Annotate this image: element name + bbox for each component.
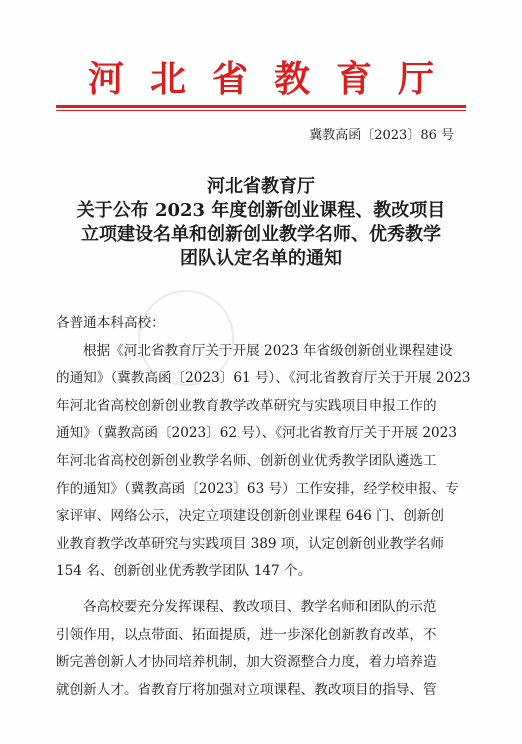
document-title (40, 175, 482, 271)
text-line: 作的通知》（冀教高函〔2023〕63 号）工作安排，经学校申报、专 (56, 480, 459, 497)
text-line: 引领作用，以点带面、拓面提质，进一步深化创新教育改革，不 (56, 626, 437, 643)
text-line: 就创新人才。省教育厅将加强对立项课程、教改项目的指导、管 (56, 681, 437, 698)
text-line: 年河北省高校创新创业教学名师、创新创业优秀教学团队遴选工 (56, 452, 437, 469)
text-line: 的通知》（冀教高函〔2023〕61 号）、《河北省教育厅关于开展 2023 (56, 370, 471, 387)
header-divider-thick (56, 105, 466, 108)
title-line: 河北省教育厅 (207, 176, 315, 197)
text-line: 家评审、网络公示，决定立项建设创新创业课程 646 门、创新创 (56, 508, 445, 525)
text-line: 断完善创新人才协同培养机制，加大资源整合力度，着力培养造 (56, 654, 437, 671)
text-line: 各高校要充分发挥课程、教改项目、教学名师和团队的示范 (83, 598, 437, 615)
text-line: 154 名、创新创业优秀教学团队 147 个。 (56, 563, 312, 580)
issuer-header: 河北省教育厅 (87, 58, 460, 100)
text-line: 年河北省高校创新创业教育教学改革研究与实践项目申报工作的 (56, 397, 437, 414)
title-line: 立项建设名单和创新创业教学名师、优秀教学 (81, 224, 441, 245)
text-line: 根据《河北省教育厅关于开展 2023 年省级创新创业课程建设 (83, 342, 453, 359)
text-line: 通知》（冀教高函〔2023〕62 号）、《河北省教育厅关于开展 2023 (56, 425, 457, 442)
document-number: 冀教高函〔2023〕86 号 (309, 128, 454, 143)
title-line: 关于公布 2023 年度创新创业课程、教改项目 (76, 200, 446, 221)
paragraph-2 (56, 594, 472, 704)
document-body (56, 310, 472, 704)
header-divider-thin (56, 110, 466, 111)
paragraph-1 (56, 338, 472, 586)
salutation: 各普通本科高校： (56, 315, 165, 331)
title-line: 团队认定名单的通知 (180, 248, 342, 269)
text-line: 业教育教学改革研究与实践项目 389 项，认定创新创业教学名师 (56, 535, 445, 552)
